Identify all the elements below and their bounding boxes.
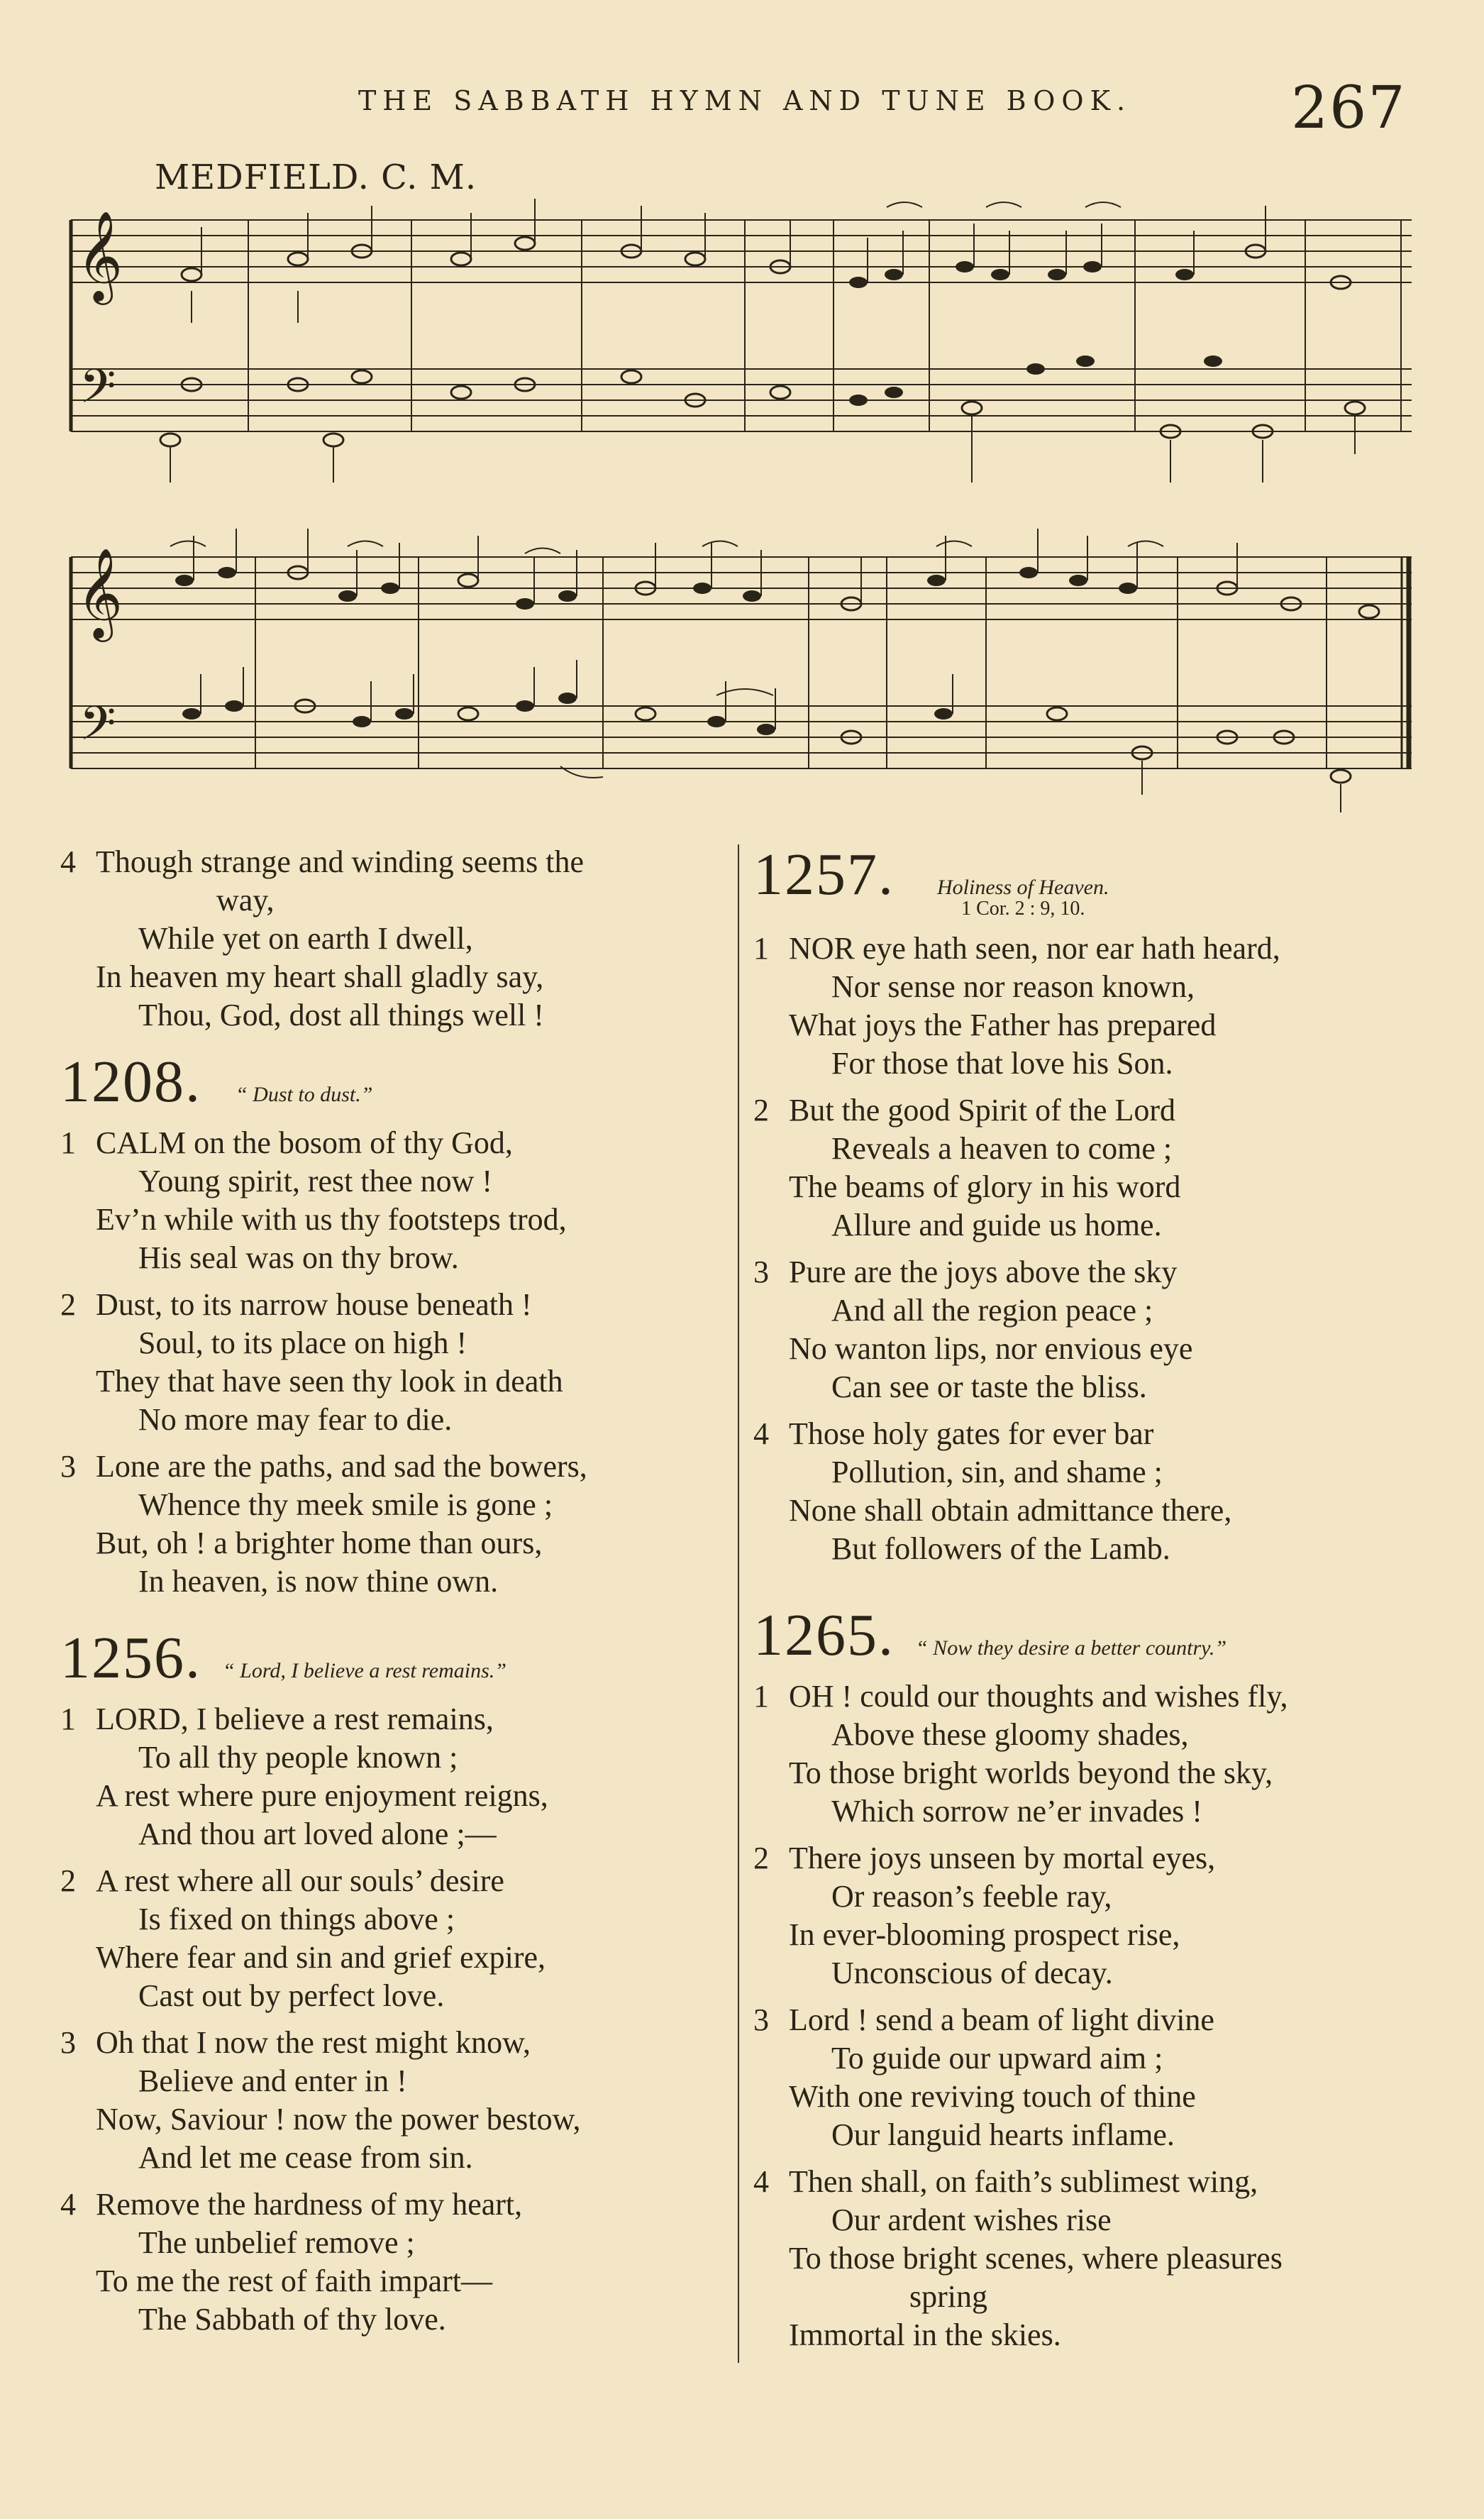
first-word: NOR [789,931,855,966]
verse-line: A rest where pure enjoyment reigns, [96,1778,548,1813]
verse-number: 4 [60,2187,76,2222]
page-number: 267 [1291,75,1407,142]
music-system-1 [64,199,1419,497]
scripture-reference: 1 Cor. 2 : 9, 10. [961,898,1085,920]
verse-line: To those bright scenes, where pleasures [789,2241,1283,2276]
line-text: But the good Spirit of the Lord [789,1093,1176,1128]
hymn-title: Holiness of Heaven. [937,876,1109,899]
hymn-1257-stanzas [753,930,1434,1568]
verse-line: Can see or taste the bliss. [831,1369,1147,1404]
verse-line: Where fear and sin and grief expire, [96,1940,546,1975]
verse-line: But, oh ! a brighter home than ours, [96,1526,543,1560]
verse-number: 1 [753,931,769,966]
verse-line: No wanton lips, nor envious eye [789,1331,1193,1366]
verse-line: And thou art loved alone ;— [138,1817,497,1851]
hymn-1257-heading [753,843,1434,920]
stanza-2 [60,1862,734,2015]
verse-line [60,1286,734,1324]
hymn-1265-stanzas [753,1677,1434,2354]
line-text: eye hath seen, nor ear hath heard, [854,931,1280,966]
music-system-2 [64,497,1419,816]
hymn-1208-stanzas [60,1124,734,1601]
stanza-3 [60,2024,734,2177]
svg-text:𝄢: 𝄢 [79,359,116,425]
verse-line: Above these gloomy shades, [831,1717,1189,1752]
verse-number: 4 [753,1416,769,1451]
line-text: could our thoughts and wishes fly, [852,1679,1288,1714]
line-text: A rest where all our souls’ desire [96,1863,504,1898]
stanza-1 [60,1700,734,1853]
verse-line: 4 Though strange and winding seems the [60,843,734,881]
line-text: Oh that I now the rest might know, [96,2025,531,2060]
line-text: Those holy gates for ever bar [789,1416,1154,1451]
hymn-number: 1256. [60,1625,201,1691]
stanza-3 [753,1253,1434,1406]
verse-line: Our ardent wishes rise [831,2203,1112,2237]
stanza-3 [60,1448,734,1601]
hymn-1208-heading [60,1050,734,1114]
verse-number: 3 [753,2002,769,2037]
verse-line: Soul, to its place on high ! [138,1325,467,1360]
hymn-title: “ Dust to dust.” [236,1083,373,1106]
stanza-1 [60,1124,734,1277]
verse-line [753,930,1434,968]
verse-line: Thou, God, dost all things well ! [138,998,544,1032]
line-text: Lone are the paths, and sad the bowers, [96,1449,587,1484]
verse-line: To guide our upward aim ; [831,2041,1163,2076]
verse-number: 4 [753,2164,769,2199]
hymn-title: “ Lord, I believe a rest remains.” [223,1659,506,1682]
verse-line: Or reason’s feeble ray, [831,1879,1112,1914]
verse-line: In heaven my heart shall gladly say, [96,959,544,994]
verse-line: No more may fear to die. [138,1402,453,1437]
line-text: There joys unseen by mortal eyes, [789,1841,1216,1875]
music-staff-image-1 [64,199,1419,497]
hymn-1256-heading [60,1626,734,1690]
column-divider [738,844,739,2363]
verse-line: Whence thy meek smile is gone ; [138,1487,553,1522]
svg-text:𝄞: 𝄞 [77,547,123,638]
verse-number: 3 [60,2025,76,2060]
verse-line [753,1091,1434,1130]
line-text: Dust, to its narrow house beneath ! [96,1287,532,1322]
verse-line: While yet on earth I dwell, [138,921,473,956]
verse-line: Cast out by perfect love. [138,1978,445,2013]
verse-line: But followers of the Lamb. [831,1531,1170,1566]
verse-number: 2 [60,1863,76,1898]
stanza-1 [753,930,1434,1083]
verse-number: 3 [60,1449,76,1484]
first-word: LORD, [96,1702,189,1736]
verse-line [60,2024,734,2062]
verse-line: To those bright worlds beyond the sky, [789,1755,1273,1790]
line-text: on the bosom of thy God, [186,1125,513,1160]
running-header: THE SABBATH HYMN AND TUNE BOOK. [358,85,1132,116]
verse-line: Reveals a heaven to come ; [831,1131,1173,1166]
verse-number: 1 [60,1125,76,1160]
music-staff-image-2 [64,497,1419,816]
verse-line [60,2185,734,2224]
left-column [60,843,734,2347]
line-text: I believe a rest remains, [188,1702,494,1736]
verse-line: Allure and guide us home. [831,1208,1162,1242]
verse-line: Unconscious of decay. [831,1956,1113,1990]
verse-line [60,1862,734,1900]
verse-line: Believe and enter in ! [138,2063,407,2098]
line-text: Lord ! send a beam of light divine [789,2002,1214,2037]
verse-line: Is fixed on things above ; [138,1902,455,1936]
verse-line [753,1677,1434,1716]
verse-line: And all the region peace ; [831,1293,1153,1328]
svg-text:𝄞: 𝄞 [77,210,123,301]
verse-line: They that have seen thy look in death [96,1364,563,1399]
verse-line: What joys the Father has prepared [789,1008,1217,1042]
verse-line: And let me cease from sin. [138,2140,473,2175]
svg-text:𝄢: 𝄢 [79,696,116,762]
line-text: Then shall, on faith’s sublimest wing, [789,2164,1258,2199]
hymn-title-block [937,877,1109,920]
hymn-continuation-verse-4 [60,843,734,1035]
first-word: CALM [96,1125,187,1160]
line-text: Remove the hardness of my heart, [96,2187,523,2222]
tune-title: MEDFIELD. C. M. [155,158,477,197]
hymn-1256-stanzas [60,1700,734,2339]
verse-line: Which sorrow ne’er invades ! [831,1794,1202,1829]
verse-line [753,2001,1434,2039]
verse-line [753,1415,1434,1453]
verse-number: 1 [753,1679,769,1714]
verse-number: 1 [60,1702,76,1736]
line-text: Pure are the joys above the sky [789,1255,1178,1289]
hymn-1265-heading [753,1604,1434,1668]
verse-line: Our languid hearts inflame. [831,2117,1175,2152]
stanza-1 [753,1677,1434,1831]
stanza-2 [753,1839,1434,1992]
hymn-title: “ Now they desire a better country.” [916,1636,1227,1660]
verse-line [60,1700,734,1738]
verse-number: 3 [753,1255,769,1289]
verse-line [753,1253,1434,1291]
stanza-4 [753,1415,1434,1568]
verse-number: 2 [753,1093,769,1128]
stanza-2 [60,1286,734,1439]
verse-line: Now, Saviour ! now the power bestow, [96,2102,581,2137]
verse-line: To all thy people known ; [138,1740,458,1775]
verse-line: Nor sense nor reason known, [831,969,1195,1004]
verse-line: Ev’n while with us thy footsteps trod, [96,1202,567,1237]
verse-line: In heaven, is now thine own. [138,1564,499,1599]
verse-line: The unbelief remove ; [138,2225,415,2260]
stanza-4 [753,2163,1434,2354]
stanza-3 [753,2001,1434,2154]
verse-number: 4 [60,844,76,879]
verse-line: The beams of glory in his word [789,1169,1181,1204]
verse-line: Immortal in the skies. [789,2317,1061,2352]
verse-line: His seal was on thy brow. [138,1240,459,1275]
right-column [753,843,1434,2363]
verse-line: The Sabbath of thy love. [138,2302,446,2337]
hymn-number: 1257. [753,842,895,908]
verse-line: With one reviving touch of thine [789,2079,1196,2114]
verse-number: 2 [60,1287,76,1322]
verse-line: To me the rest of faith impart— [96,2264,492,2298]
verse-line: way, [216,883,275,917]
first-word: OH ! [789,1679,853,1714]
verse-line [60,1448,734,1486]
verse-line: None shall obtain admittance there, [789,1493,1232,1528]
verse-line: Pollution, sin, and shame ; [831,1455,1163,1489]
hymn-number: 1208. [60,1049,201,1115]
verse-line: Young spirit, rest thee now ! [138,1164,493,1198]
verse-line: In ever-blooming prospect rise, [789,1917,1180,1952]
verse-number: 2 [753,1841,769,1875]
verse-line [60,1124,734,1162]
verse-line [753,2163,1434,2201]
verse-line: spring [909,2279,987,2314]
stanza-4 [60,2185,734,2339]
verse-line [753,1839,1434,1878]
stanza-2 [753,1091,1434,1245]
hymn-number: 1265. [753,1602,895,1668]
verse-line: For those that love his Son. [831,1046,1173,1081]
